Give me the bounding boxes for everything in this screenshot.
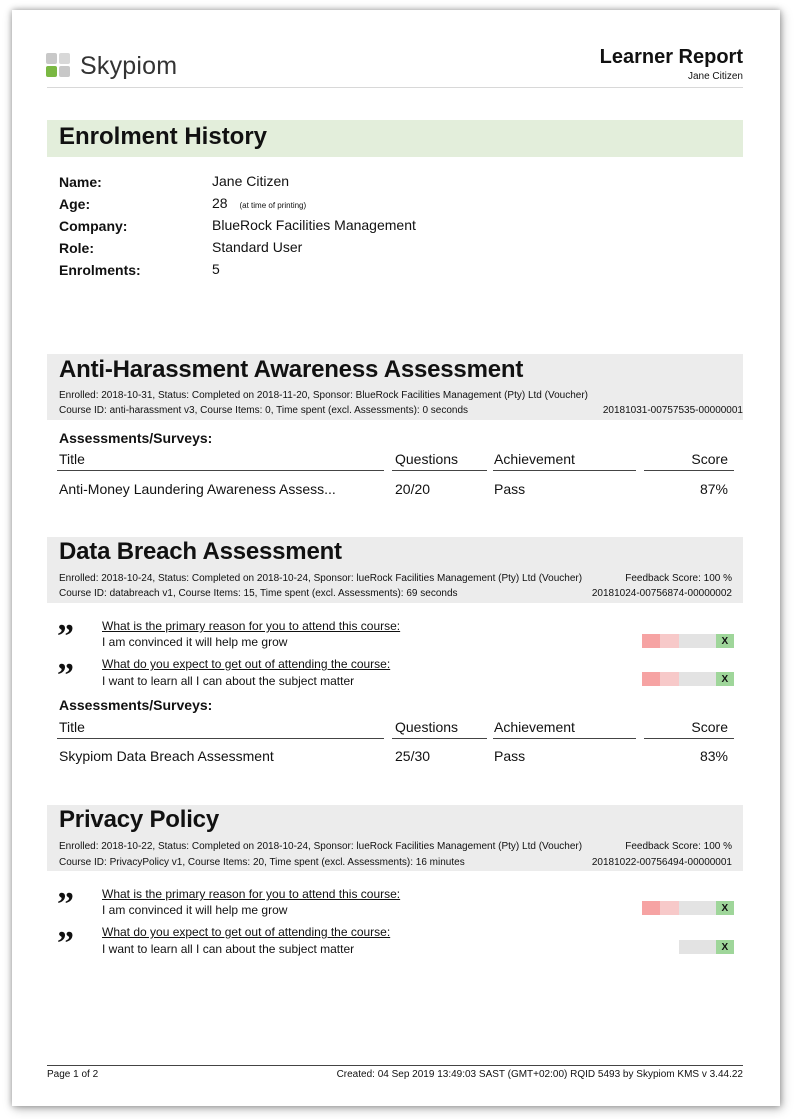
feedback-mark: X: [716, 634, 734, 648]
feedback-score: Feedback Score: 100 %: [625, 841, 732, 852]
feedback-mark: X: [716, 901, 734, 915]
assessment-questions: 20/20: [395, 481, 431, 497]
course-meta: Course ID: anti-harassment v3, Course Items: 0, Time spent (excl. Assessments): 0 seconds: [59, 405, 469, 416]
feedback-scale: [642, 634, 734, 648]
assessment-questions: 25/30: [395, 748, 431, 764]
course-title: Anti-Harassment Awareness Assessment: [59, 356, 524, 383]
feedback-answer: I want to learn all I can about the subject matter: [102, 674, 355, 688]
profile-label: Age:: [59, 196, 91, 212]
assessment-title: Skypiom Data Breach Assessment: [59, 748, 274, 764]
course-meta: Enrolled: 2018-10-24, Status: Completed on 2018-10-24, Sponsor: lueRock Facilities Management (Pty) Ltd (Voucher): [59, 573, 583, 584]
footer-divider: [47, 1065, 743, 1066]
feedback-scale: [642, 940, 734, 954]
profile-value: Jane Citizen: [212, 173, 290, 189]
course-meta: Course ID: databreach v1, Course Items: 15, Time spent (excl. Assessments): 69 seconds: [59, 588, 458, 599]
col-achievement: Achievement: [494, 451, 575, 467]
feedback-answer: I want to learn all I can about the subject matter: [102, 942, 355, 956]
header-divider: [47, 87, 743, 88]
course-ref: 20181024-00756874-00000002: [591, 588, 732, 599]
feedback-question: What is the primary reason for you to attend this course:: [102, 619, 401, 633]
learner-name: Jane Citizen: [687, 71, 743, 82]
feedback-question: What is the primary reason for you to attend this course:: [102, 887, 401, 901]
profile-label: Name:: [59, 174, 102, 190]
col-achievement: Achievement: [494, 719, 575, 735]
feedback-answer: I am convinced it will help me grow: [102, 903, 288, 917]
col-questions: Questions: [395, 719, 459, 735]
assessment-score: 87%: [699, 481, 728, 497]
course-meta: Enrolled: 2018-10-22, Status: Completed on 2018-10-24, Sponsor: lueRock Facilities Management (Pty) Ltd (Voucher): [59, 841, 583, 852]
col-title: Title: [59, 451, 85, 467]
profile-value: Standard User: [212, 239, 303, 255]
brand-logo: [46, 52, 177, 80]
age-note: (at time of printing): [239, 201, 307, 210]
col-title: Title: [59, 719, 85, 735]
course-title: Data Breach Assessment: [59, 538, 342, 565]
col-questions: Questions: [395, 451, 459, 467]
profile-value: [212, 195, 306, 211]
feedback-score: Feedback Score: 100 %: [625, 573, 732, 584]
quote-icon: ”: [57, 618, 74, 655]
profile-label: Company:: [59, 218, 128, 234]
feedback-mark: X: [716, 672, 734, 686]
page-number: Page 1 of 2: [47, 1069, 99, 1080]
course-ref: 20181022-00756494-00000001: [591, 857, 732, 868]
age-value: 28: [212, 195, 228, 211]
profile-label: Role:: [59, 240, 94, 256]
course-title: Privacy Policy: [59, 806, 219, 833]
section-title: Enrolment History: [59, 123, 268, 150]
created-info: Created: 04 Sep 2019 13:49:03 SAST (GMT+02:00) RQID 5493 by Skypiom KMS v 3.44.22: [336, 1069, 743, 1080]
course-meta: Enrolled: 2018-10-31, Status: Completed on 2018-11-20, Sponsor: BlueRock Facilities Management (Pty) Ltd (Voucher): [59, 390, 588, 401]
quote-icon: ”: [57, 657, 74, 694]
report-page: [12, 10, 780, 1106]
feedback-scale: [642, 901, 734, 915]
profile-value: BlueRock Facilities Management: [212, 217, 416, 233]
feedback-mark: X: [716, 940, 734, 954]
table-heading: Assessments/Surveys:: [59, 430, 213, 446]
profile-label: Enrolments:: [59, 262, 141, 278]
course-ref: 20181031-00757535-00000001: [602, 405, 743, 416]
assessment-score: 83%: [699, 748, 728, 764]
feedback-question: What do you expect to get out of attending the course:: [102, 925, 391, 939]
brand-name: Skypiom: [80, 51, 178, 80]
assessment-achievement: Pass: [494, 481, 526, 497]
course-meta: Course ID: PrivacyPolicy v1, Course Items: 20, Time spent (excl. Assessments): 16 minutes: [59, 857, 465, 868]
logo-icon: [46, 53, 72, 79]
col-score: Score: [691, 719, 728, 735]
assessment-achievement: Pass: [494, 748, 526, 764]
quote-icon: ”: [57, 925, 74, 962]
quote-icon: ”: [57, 886, 74, 923]
report-title: Learner Report: [599, 46, 743, 68]
assessment-title: Anti-Money Laundering Awareness Assess...: [59, 481, 336, 497]
table-heading: Assessments/Surveys:: [59, 697, 213, 713]
feedback-question: What do you expect to get out of attending the course:: [102, 657, 391, 671]
profile-value: 5: [212, 261, 220, 277]
feedback-answer: I am convinced it will help me grow: [102, 635, 288, 649]
col-score: Score: [691, 451, 728, 467]
feedback-scale: [642, 672, 734, 686]
